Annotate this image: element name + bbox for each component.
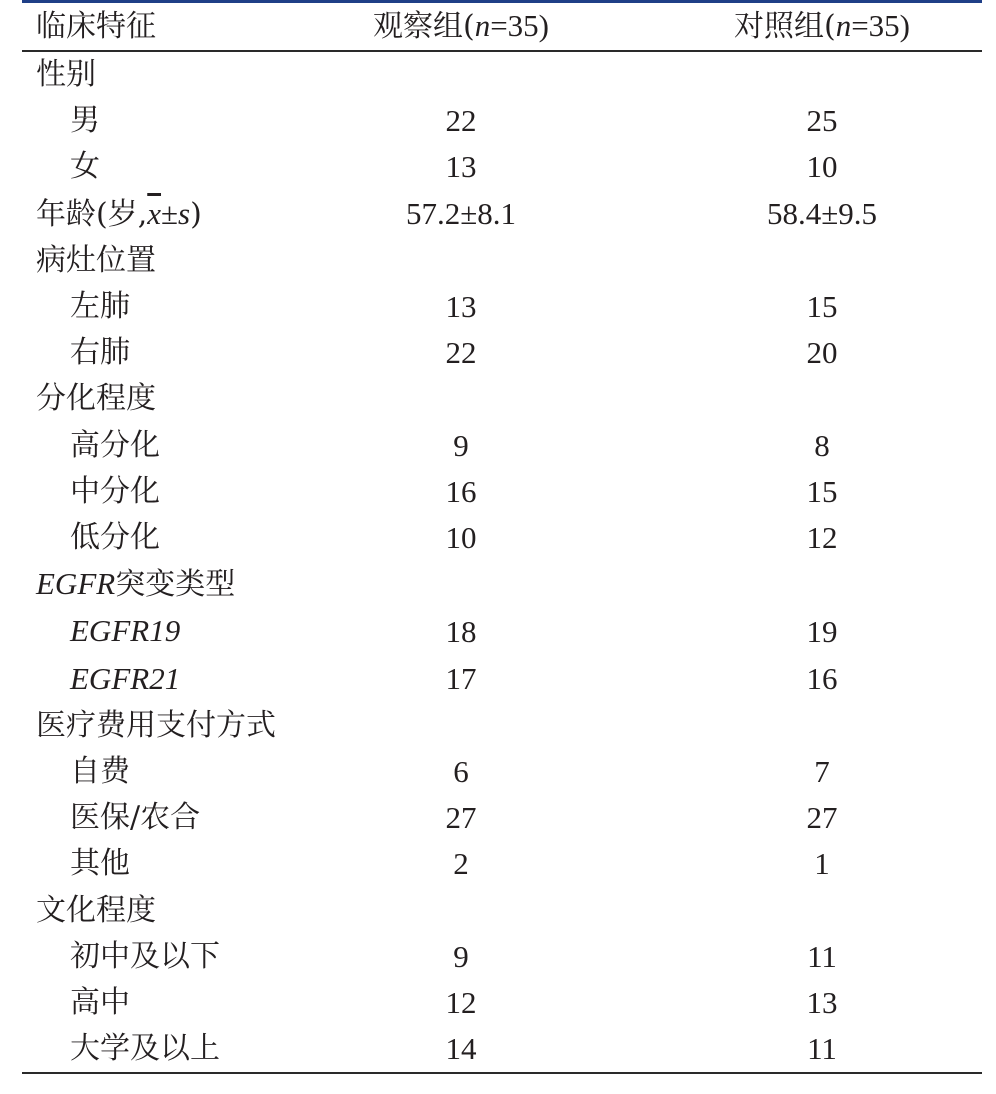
- control-value: 13: [806, 985, 838, 1021]
- row-label: 女: [70, 149, 100, 185]
- row-label: 文化程度: [36, 892, 156, 928]
- table-row: [22, 656, 982, 703]
- header-feature: 临床特征: [36, 8, 156, 44]
- table-row: [22, 795, 982, 841]
- data-table: [22, 3, 982, 50]
- observation-value: 6: [453, 754, 469, 790]
- control-value: [662, 561, 982, 608]
- control-value: 1: [814, 846, 830, 882]
- control-value: 15: [806, 289, 838, 325]
- control-value: [662, 52, 982, 98]
- observation-value: 18: [445, 613, 477, 649]
- row-label: [22, 561, 342, 608]
- header-control-suffix: =35): [851, 8, 911, 43]
- observation-value: 12: [445, 985, 477, 1021]
- row-label: 初中及以下: [70, 938, 220, 974]
- table-row: [22, 98, 982, 144]
- table-row: [22, 703, 982, 749]
- control-value: [662, 703, 982, 749]
- observation-value: 22: [445, 335, 477, 371]
- clinical-features-table: [22, 0, 982, 1074]
- control-value: 19: [806, 613, 838, 649]
- observation-value: 17: [445, 661, 477, 697]
- row-label: 高分化: [70, 427, 160, 463]
- row-label: 分化程度: [36, 381, 156, 417]
- observation-value: 27: [445, 800, 477, 836]
- control-value: 11: [807, 1031, 837, 1067]
- control-value: 20: [806, 335, 838, 371]
- row-label: [22, 656, 342, 703]
- row-label: 低分化: [70, 520, 160, 556]
- label-italic: EGFR: [36, 566, 116, 602]
- label-prefix: 年龄(岁,: [36, 196, 148, 232]
- header-row: [22, 3, 982, 50]
- table-row: [22, 888, 982, 934]
- table-row: [22, 469, 982, 515]
- control-value: [662, 238, 982, 284]
- table-header: [22, 3, 982, 50]
- label-rest: 突变类型: [115, 567, 236, 603]
- table-row: [22, 284, 982, 330]
- data-table-body: [22, 52, 982, 1072]
- row-label: 性别: [36, 57, 96, 92]
- control-value: 25: [806, 103, 838, 139]
- row-label: 医保/农合: [70, 800, 201, 836]
- header-observation-n: n: [474, 8, 491, 43]
- control-value: 12: [806, 520, 838, 556]
- row-label: 男: [70, 103, 100, 139]
- table-row: [22, 52, 982, 98]
- observation-value: 9: [453, 938, 469, 974]
- table-row: [22, 238, 982, 284]
- control-value: 15: [806, 473, 838, 509]
- label-s: s: [178, 195, 191, 231]
- table-row: [22, 515, 982, 561]
- label-italic: EGFR19: [70, 613, 181, 649]
- row-label: 中分化: [70, 473, 160, 509]
- control-value: 58.4±9.5: [766, 196, 877, 232]
- row-label: 医疗费用支付方式: [36, 707, 276, 743]
- table-row: [22, 144, 982, 190]
- header-control-group: [662, 3, 982, 50]
- observation-value: [342, 52, 662, 98]
- row-label: 左肺: [70, 289, 130, 325]
- header-observation-group: [342, 3, 662, 50]
- header-observation-suffix: =35): [490, 8, 550, 43]
- table-row: [22, 608, 982, 655]
- label-x-bar: $\overline{x}$: [147, 195, 162, 231]
- header-control-n: n: [835, 8, 852, 43]
- observation-value: 14: [445, 1031, 477, 1067]
- row-label: 自费: [70, 754, 130, 790]
- table-row: [22, 980, 982, 1026]
- header-observation-prefix: 观察组(: [372, 9, 475, 44]
- label-plus-minus: ±: [161, 195, 179, 231]
- table-row: [22, 561, 982, 608]
- observation-value: [342, 703, 662, 749]
- control-value: 11: [807, 938, 837, 974]
- observation-value: 9: [453, 427, 469, 463]
- control-value: [662, 376, 982, 422]
- control-value: 8: [814, 427, 830, 463]
- row-label: [22, 608, 342, 655]
- observation-value: 10: [445, 520, 477, 556]
- control-value: 7: [814, 754, 830, 790]
- label-suffix: ): [190, 196, 202, 232]
- table-row: [22, 330, 982, 376]
- observation-value: 22: [445, 103, 477, 139]
- row-label: 病灶位置: [36, 242, 156, 278]
- table-row: [22, 841, 982, 887]
- control-value: 10: [806, 149, 838, 185]
- table-bottom-rule: [22, 1072, 982, 1074]
- observation-value: 13: [445, 149, 477, 185]
- table-row: [22, 749, 982, 795]
- row-label: 大学及以上: [70, 1031, 220, 1067]
- row-label: 其他: [70, 846, 130, 882]
- observation-value: [342, 376, 662, 422]
- observation-value: 57.2±8.1: [405, 196, 516, 232]
- observation-value: 16: [445, 473, 477, 509]
- table-row: [22, 1026, 982, 1072]
- control-value: 16: [806, 661, 838, 697]
- row-label: 高中: [70, 985, 130, 1021]
- header-control-prefix: 对照组(: [733, 9, 836, 44]
- control-value: 27: [806, 800, 838, 836]
- row-label: [22, 191, 342, 238]
- table-row: [22, 934, 982, 980]
- table-body: [22, 52, 982, 1072]
- label-italic: EGFR21: [70, 660, 181, 696]
- row-label: 右肺: [70, 335, 130, 371]
- observation-value: [342, 888, 662, 934]
- observation-value: [342, 561, 662, 608]
- table-row: [22, 423, 982, 469]
- observation-value: 13: [445, 289, 477, 325]
- control-value: [662, 888, 982, 934]
- table-row: [22, 376, 982, 422]
- observation-value: 2: [453, 846, 469, 882]
- table-row: [22, 191, 982, 238]
- observation-value: [342, 238, 662, 284]
